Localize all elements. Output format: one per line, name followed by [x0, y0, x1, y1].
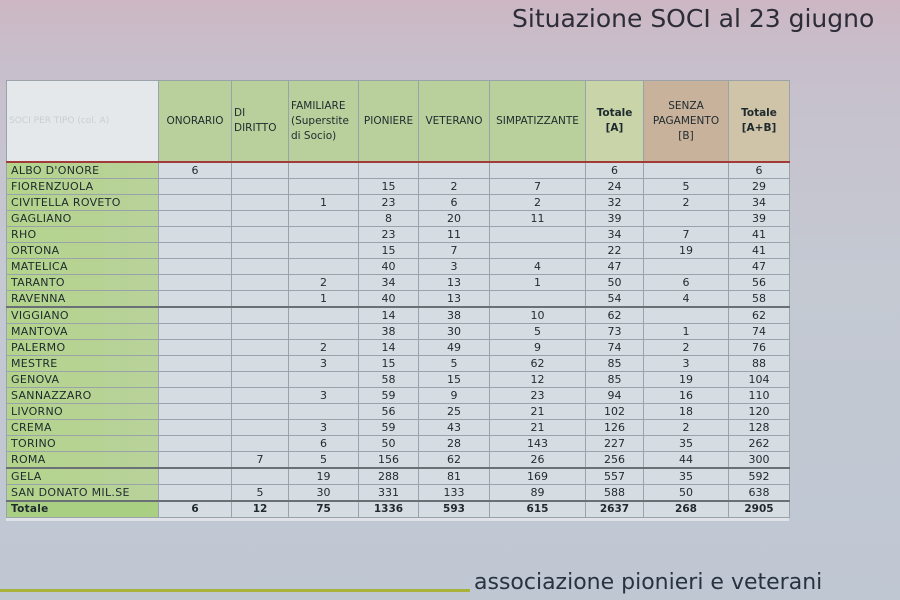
cell-value: 1: [289, 195, 359, 211]
cell-value: 50: [644, 485, 729, 502]
cell-value: 15: [359, 243, 419, 259]
cell-value: 12: [490, 372, 586, 388]
cell-value: 638: [729, 485, 790, 502]
cell-name: FIORENZUOLA: [7, 179, 159, 195]
cell-value: 2: [644, 195, 729, 211]
cell-value: [644, 307, 729, 324]
cell-value: 35: [644, 468, 729, 485]
cell-value: 227: [586, 436, 644, 452]
cell-value: 62: [490, 356, 586, 372]
header-simpatizzante: SIMPATIZZANTE: [490, 81, 586, 163]
cell-value: 62: [419, 452, 490, 469]
cell-value: 3: [289, 388, 359, 404]
cell-value: 23: [359, 195, 419, 211]
cell-value: 2: [289, 275, 359, 291]
cell-value: [232, 291, 289, 308]
cell-value: 34: [359, 275, 419, 291]
cell-value: 41: [729, 227, 790, 243]
cell-value: 40: [359, 259, 419, 275]
cell-value: [232, 420, 289, 436]
cell-value: [159, 227, 232, 243]
cell-value: 34: [729, 195, 790, 211]
cell-value: [232, 195, 289, 211]
cell-value: 593: [419, 501, 490, 518]
cell-name: ROMA: [7, 452, 159, 469]
cell-value: 13: [419, 291, 490, 308]
cell-value: 4: [644, 291, 729, 308]
cell-value: 6: [644, 275, 729, 291]
cell-value: 133: [419, 485, 490, 502]
cell-value: 73: [586, 324, 644, 340]
cell-value: [490, 227, 586, 243]
cell-value: [159, 404, 232, 420]
cell-value: 557: [586, 468, 644, 485]
cell-value: [289, 243, 359, 259]
cell-value: 5: [644, 179, 729, 195]
cell-value: 23: [359, 227, 419, 243]
cell-value: [490, 243, 586, 259]
header-onorario: ONORARIO: [159, 81, 232, 163]
table-row: [7, 227, 790, 243]
cell-value: 15: [359, 356, 419, 372]
table-row: [7, 275, 790, 291]
cell-value: 2637: [586, 501, 644, 518]
cell-value: 13: [419, 275, 490, 291]
header-familiare: FAMILIARE (Superstite di Socio): [289, 81, 359, 163]
cell-value: [232, 356, 289, 372]
cell-value: 128: [729, 420, 790, 436]
cell-value: [289, 307, 359, 324]
cell-value: 12: [232, 501, 289, 518]
table-row: [7, 307, 790, 324]
cell-value: 62: [729, 307, 790, 324]
cell-value: [289, 404, 359, 420]
footer-association-name: associazione pionieri e veterani: [474, 570, 823, 595]
cell-value: 331: [359, 485, 419, 502]
cell-value: 104: [729, 372, 790, 388]
header-totale-a-b: Totale [A+B]: [729, 81, 790, 163]
cell-value: [232, 468, 289, 485]
cell-value: [644, 162, 729, 179]
cell-value: 25: [419, 404, 490, 420]
members-table-container: [6, 80, 789, 521]
cell-value: [490, 162, 586, 179]
cell-value: 588: [586, 485, 644, 502]
cell-value: 1336: [359, 501, 419, 518]
cell-value: 156: [359, 452, 419, 469]
cell-value: 6: [729, 162, 790, 179]
table-row: [7, 291, 790, 308]
cell-value: 9: [419, 388, 490, 404]
cell-value: 6: [159, 162, 232, 179]
cell-value: 50: [586, 275, 644, 291]
cell-value: 2: [419, 179, 490, 195]
cell-name: PALERMO: [7, 340, 159, 356]
cell-value: 8: [359, 211, 419, 227]
cell-value: [419, 162, 490, 179]
cell-value: 2905: [729, 501, 790, 518]
cell-value: 19: [289, 468, 359, 485]
cell-value: [159, 356, 232, 372]
cell-value: [289, 179, 359, 195]
cell-value: [289, 324, 359, 340]
cell-value: 268: [644, 501, 729, 518]
cell-value: 288: [359, 468, 419, 485]
cell-value: [359, 162, 419, 179]
cell-value: [159, 243, 232, 259]
cell-value: 59: [359, 420, 419, 436]
cell-value: 75: [289, 501, 359, 518]
cell-value: 615: [490, 501, 586, 518]
cell-value: 11: [490, 211, 586, 227]
cell-value: 34: [586, 227, 644, 243]
cell-name: ALBO D'ONORE: [7, 162, 159, 179]
cell-value: 58: [359, 372, 419, 388]
cell-value: 7: [232, 452, 289, 469]
cell-value: 28: [419, 436, 490, 452]
cell-value: 85: [586, 372, 644, 388]
cell-value: 44: [644, 452, 729, 469]
cell-value: 6: [289, 436, 359, 452]
cell-name: TARANTO: [7, 275, 159, 291]
cell-value: 38: [419, 307, 490, 324]
cell-value: 30: [289, 485, 359, 502]
table-total-row: [7, 501, 790, 518]
cell-value: 22: [586, 243, 644, 259]
cell-name: MATELICA: [7, 259, 159, 275]
cell-value: [159, 372, 232, 388]
cell-value: [644, 211, 729, 227]
cell-value: [289, 162, 359, 179]
cell-value: 59: [359, 388, 419, 404]
cell-value: 14: [359, 307, 419, 324]
cell-value: 4: [490, 259, 586, 275]
cell-value: [159, 388, 232, 404]
cell-value: 19: [644, 243, 729, 259]
cell-name: MESTRE: [7, 356, 159, 372]
cell-value: 10: [490, 307, 586, 324]
cell-value: [232, 340, 289, 356]
cell-value: 40: [359, 291, 419, 308]
cell-value: [159, 259, 232, 275]
cell-value: 1: [289, 291, 359, 308]
cell-value: [232, 275, 289, 291]
table-row: [7, 356, 790, 372]
cell-value: 5: [419, 356, 490, 372]
cell-value: 300: [729, 452, 790, 469]
table-row: [7, 468, 790, 485]
cell-value: 120: [729, 404, 790, 420]
cell-value: 54: [586, 291, 644, 308]
cell-name: RAVENNA: [7, 291, 159, 308]
cell-value: 15: [359, 179, 419, 195]
cell-value: [159, 468, 232, 485]
cell-value: 39: [729, 211, 790, 227]
table-row: [7, 420, 790, 436]
cell-value: 47: [586, 259, 644, 275]
cell-value: [159, 307, 232, 324]
table-row: [7, 179, 790, 195]
cell-value: [232, 372, 289, 388]
cell-value: 9: [490, 340, 586, 356]
cell-value: [159, 452, 232, 469]
cell-value: 47: [729, 259, 790, 275]
cell-name: ORTONA: [7, 243, 159, 259]
cell-value: [159, 195, 232, 211]
cell-value: [232, 162, 289, 179]
cell-value: [159, 179, 232, 195]
cell-value: 94: [586, 388, 644, 404]
cell-value: 3: [644, 356, 729, 372]
table-row: [7, 436, 790, 452]
header-di-diritto: DI DIRITTO: [232, 81, 289, 163]
cell-value: [232, 324, 289, 340]
cell-value: [232, 404, 289, 420]
cell-value: 15: [419, 372, 490, 388]
table-header-row: [7, 81, 790, 163]
cell-value: 24: [586, 179, 644, 195]
cell-value: [232, 436, 289, 452]
cell-value: 50: [359, 436, 419, 452]
cell-value: [159, 324, 232, 340]
cell-name: SAN DONATO MIL.SE: [7, 485, 159, 502]
cell-value: 3: [289, 356, 359, 372]
cell-value: 21: [490, 420, 586, 436]
cell-name: CREMA: [7, 420, 159, 436]
cell-value: [232, 211, 289, 227]
cell-value: 2: [644, 420, 729, 436]
cell-value: [159, 291, 232, 308]
header-pioniere: PIONIERE: [359, 81, 419, 163]
cell-value: 169: [490, 468, 586, 485]
cell-value: 256: [586, 452, 644, 469]
table-row: [7, 243, 790, 259]
table-row: [7, 485, 790, 502]
cell-value: 11: [419, 227, 490, 243]
cell-value: [159, 436, 232, 452]
cell-value: 5: [490, 324, 586, 340]
cell-value: 7: [419, 243, 490, 259]
cell-value: 85: [586, 356, 644, 372]
cell-value: 29: [729, 179, 790, 195]
cell-name: SANNAZZARO: [7, 388, 159, 404]
table-row: [7, 404, 790, 420]
cell-value: 2: [490, 195, 586, 211]
slide-title: Situazione SOCI al 23 giugno: [512, 4, 875, 33]
cell-value: 16: [644, 388, 729, 404]
table-row: [7, 340, 790, 356]
table-body: [7, 162, 790, 518]
cell-value: [159, 211, 232, 227]
cell-value: [232, 388, 289, 404]
table-row: [7, 324, 790, 340]
cell-name: MANTOVA: [7, 324, 159, 340]
cell-value: 6: [586, 162, 644, 179]
cell-value: 1: [644, 324, 729, 340]
cell-value: 62: [586, 307, 644, 324]
header-soci-per-tipo: SOCI PER TIPO (col. A): [7, 81, 159, 163]
cell-value: 18: [644, 404, 729, 420]
cell-value: 41: [729, 243, 790, 259]
header-senza-pagamento: SENZA PAGAMENTO [B]: [644, 81, 729, 163]
footer-divider: [0, 589, 470, 592]
cell-value: 6: [419, 195, 490, 211]
table-row: [7, 211, 790, 227]
cell-value: [232, 243, 289, 259]
cell-value: 7: [490, 179, 586, 195]
cell-value: 6: [159, 501, 232, 518]
cell-value: 110: [729, 388, 790, 404]
cell-name: CIVITELLA ROVETO: [7, 195, 159, 211]
cell-value: 14: [359, 340, 419, 356]
cell-value: 262: [729, 436, 790, 452]
table-row: [7, 195, 790, 211]
cell-value: 26: [490, 452, 586, 469]
cell-name: GAGLIANO: [7, 211, 159, 227]
cell-value: [232, 259, 289, 275]
cell-value: 58: [729, 291, 790, 308]
cell-value: [232, 307, 289, 324]
cell-value: 56: [359, 404, 419, 420]
cell-value: 32: [586, 195, 644, 211]
cell-value: 56: [729, 275, 790, 291]
cell-value: 76: [729, 340, 790, 356]
cell-value: 5: [232, 485, 289, 502]
cell-value: 102: [586, 404, 644, 420]
table-row: [7, 388, 790, 404]
cell-value: [289, 372, 359, 388]
cell-name: GENOVA: [7, 372, 159, 388]
table-row: [7, 259, 790, 275]
cell-name: Totale: [7, 501, 159, 518]
cell-value: [644, 259, 729, 275]
cell-value: 143: [490, 436, 586, 452]
cell-value: 89: [490, 485, 586, 502]
cell-value: 126: [586, 420, 644, 436]
cell-value: [159, 340, 232, 356]
cell-value: 39: [586, 211, 644, 227]
cell-value: 3: [419, 259, 490, 275]
table-row: [7, 452, 790, 469]
cell-name: GELA: [7, 468, 159, 485]
cell-value: 20: [419, 211, 490, 227]
cell-value: 23: [490, 388, 586, 404]
cell-value: 74: [729, 324, 790, 340]
table-row: [7, 372, 790, 388]
cell-value: 43: [419, 420, 490, 436]
cell-value: [289, 211, 359, 227]
header-totale-a: Totale [A]: [586, 81, 644, 163]
cell-value: 38: [359, 324, 419, 340]
cell-value: 5: [289, 452, 359, 469]
cell-name: LIVORNO: [7, 404, 159, 420]
cell-value: [159, 275, 232, 291]
cell-value: 19: [644, 372, 729, 388]
cell-value: 81: [419, 468, 490, 485]
cell-value: 88: [729, 356, 790, 372]
cell-value: 30: [419, 324, 490, 340]
cell-value: 2: [289, 340, 359, 356]
cell-value: [232, 227, 289, 243]
cell-value: [232, 179, 289, 195]
cell-value: [490, 291, 586, 308]
cell-value: 35: [644, 436, 729, 452]
cell-value: [159, 420, 232, 436]
cell-name: TORINO: [7, 436, 159, 452]
table-row: [7, 162, 790, 179]
header-veterano: VETERANO: [419, 81, 490, 163]
members-table: [6, 80, 790, 518]
cell-value: 2: [644, 340, 729, 356]
cell-value: 49: [419, 340, 490, 356]
cell-value: 3: [289, 420, 359, 436]
cell-name: VIGGIANO: [7, 307, 159, 324]
cell-value: 1: [490, 275, 586, 291]
cell-value: [289, 227, 359, 243]
cell-value: [159, 485, 232, 502]
cell-name: RHO: [7, 227, 159, 243]
cell-value: 7: [644, 227, 729, 243]
cell-value: [289, 259, 359, 275]
cell-value: 74: [586, 340, 644, 356]
cell-value: 592: [729, 468, 790, 485]
cell-value: 21: [490, 404, 586, 420]
